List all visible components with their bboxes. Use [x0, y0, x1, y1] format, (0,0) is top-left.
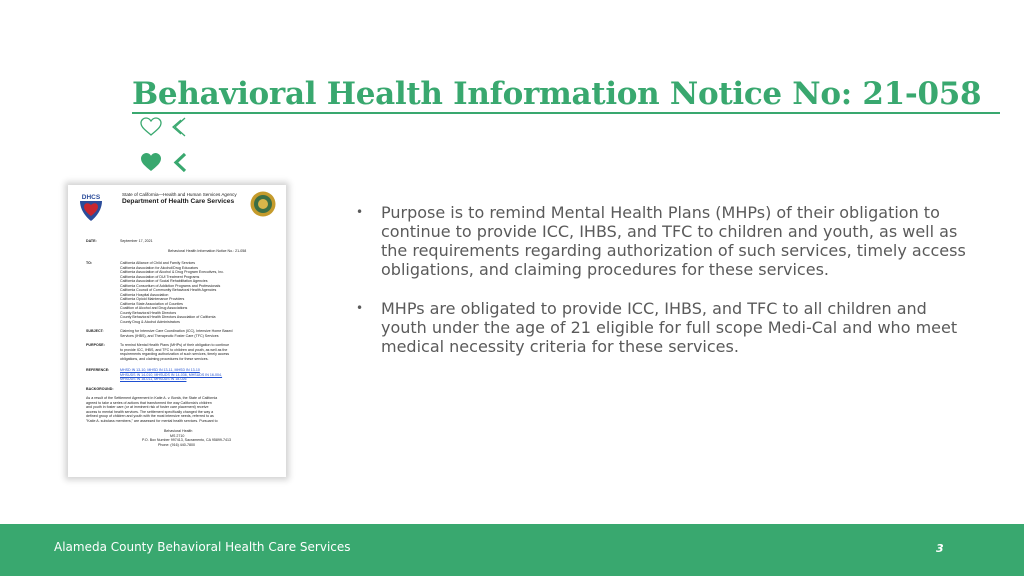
doc-subject-label: SUBJECT:: [86, 329, 104, 333]
doc-footer-line: Phone: (916) 440-7800: [158, 442, 195, 447]
california-seal-logo: [250, 191, 276, 217]
chevron-left-icon: [176, 154, 185, 171]
bullet-dot: •: [356, 301, 364, 315]
doc-to-item: County Behavioral Health Directors Association of California: [120, 315, 216, 319]
doc-background-line: "Katie A. subclass members," are assessed for mental health services. Pursuant to: [86, 418, 218, 423]
doc-subject-line: Services (IHBS), and Therapeutic Foster Care (TFC) Services: [120, 333, 219, 338]
dhcs-logo-text: DHCS: [81, 194, 101, 201]
doc-to-item: County Behavioral Health Directors: [120, 310, 177, 315]
footer-org-name: Alameda County Behavioral Health Care Services: [54, 540, 351, 554]
heart-outline-icon: [141, 118, 161, 135]
document-header-agency: State of California—Health and Human Services Agency: [122, 192, 237, 197]
doc-to-item: California Association of Social Rehabilitation Agencies: [120, 279, 208, 283]
doc-footer-line: MS 2710: [170, 433, 185, 438]
doc-background-label: BACKGROUND:: [86, 387, 114, 391]
doc-footer-line: P.O. Box Number 997413, Sacramento, CA 95899-7413: [142, 438, 232, 442]
doc-subject-line: Claiming for Intensive Care Coordination (ICC), Intensive Home Based: [120, 329, 233, 333]
doc-reference-link: MHSUDS IN 14-010, MHSUDS IN 14-036, MHSUDS IN 16-004,: [120, 372, 223, 377]
doc-reference-label: REFERENCE:: [86, 368, 110, 372]
bullet-dot: •: [356, 205, 364, 219]
doc-to-item: Coalition of Alcohol and Drug Associations: [120, 306, 188, 310]
bullet-list: [356, 203, 974, 376]
doc-date-label: DATE:: [86, 239, 97, 243]
doc-background-line: As a result of the Settlement Agreement in Katie A. v. Bontá, the State of California: [86, 396, 218, 400]
doc-to-item: California Council of Community Behavioral Health Agencies: [120, 288, 217, 292]
doc-to-item: California Opioid Maintenance Providers: [120, 297, 185, 301]
doc-to-item: California Association of DUI Treatment Programs: [120, 274, 200, 279]
chevron-left-double-icon: [173, 118, 185, 136]
slide-title: Behavioral Health Information Notice No: 21-058: [132, 76, 982, 112]
doc-to-item: California Association of Alcohol & Drug Program Executives, Inc.: [120, 270, 225, 274]
bullet-text: Purpose is to remind Mental Health Plans (MHPs) of their obligation to continue to provide ICC, IHBS, and TFC to children and youth, as well as the requirements regarding authorization of such services, timely access obligations, and claiming procedures for these services.: [381, 203, 966, 279]
doc-background-line: defined group of children and youth with the most intensive needs, referred to as: [86, 414, 214, 418]
doc-background-line: agreed to take a series of actions that transformed the way California's children: [86, 400, 212, 405]
bullet-text: MHPs are obligated to provide ICC, IHBS, and TFC to all children and youth under the age of 21 eligible for full scope Medi-Cal and who meet medical necessity criteria for these services.: [381, 299, 958, 356]
doc-to-item: California Hospital Association: [120, 292, 169, 297]
doc-reference-link: MHSUDS IN 18-011, MHSUDS IN 18-026: [120, 377, 187, 381]
doc-purpose-line: To remind Mental Health Plans (MHPs) of their obligation to continue: [120, 343, 230, 347]
doc-background-line: and youth in foster care (or at imminent risk of foster care placement) receive: [86, 405, 209, 409]
doc-purpose-line: obligations, and claiming procedures for these services.: [120, 356, 209, 361]
doc-purpose-label: PURPOSE:: [86, 343, 105, 347]
bullet-item: [356, 203, 974, 279]
doc-date-value: September 17, 2021: [120, 239, 153, 243]
title-underline: [132, 112, 1000, 114]
dhcs-logo: [76, 191, 106, 225]
doc-to-item: California State Association of Counties: [120, 301, 183, 306]
doc-purpose-line: requirements regarding authorization of such services, timely access: [120, 352, 230, 356]
heart-icon: [141, 153, 161, 171]
doc-background-line: access to mental health services. The settlement specifically changed the way a: [86, 409, 214, 414]
doc-to-label: TO:: [86, 261, 93, 265]
footer-bar: [0, 524, 1024, 576]
doc-notice-number: Behavioral Health Information Notice No.: 21-058: [168, 249, 247, 253]
document-header-department: Department of Health Care Services: [122, 198, 235, 205]
decorative-outline-icons: [140, 116, 190, 140]
page-number: 3: [936, 542, 944, 555]
doc-to-item: California Alliance of Child and Family Services: [120, 261, 196, 265]
doc-footer-line: Behavioral Health: [164, 429, 193, 433]
doc-to-item: California Consortium of Addiction Programs and Professionals: [120, 283, 221, 288]
doc-purpose-line: to provide ICC, IHBS, and TFC to children and youth, as well as the: [120, 347, 228, 352]
decorative-solid-icons: [140, 151, 190, 175]
notice-document-thumbnail: [68, 185, 286, 477]
doc-to-item: California Association for Alcohol/Drug Educators: [120, 265, 199, 270]
doc-to-item: County Drug & Alcohol Administrators: [120, 319, 180, 324]
bullet-item: [356, 299, 974, 356]
doc-reference-link: MHSD IN 13-10, MHSD IN 13-11, MHSD IN 13-10: [120, 368, 200, 372]
